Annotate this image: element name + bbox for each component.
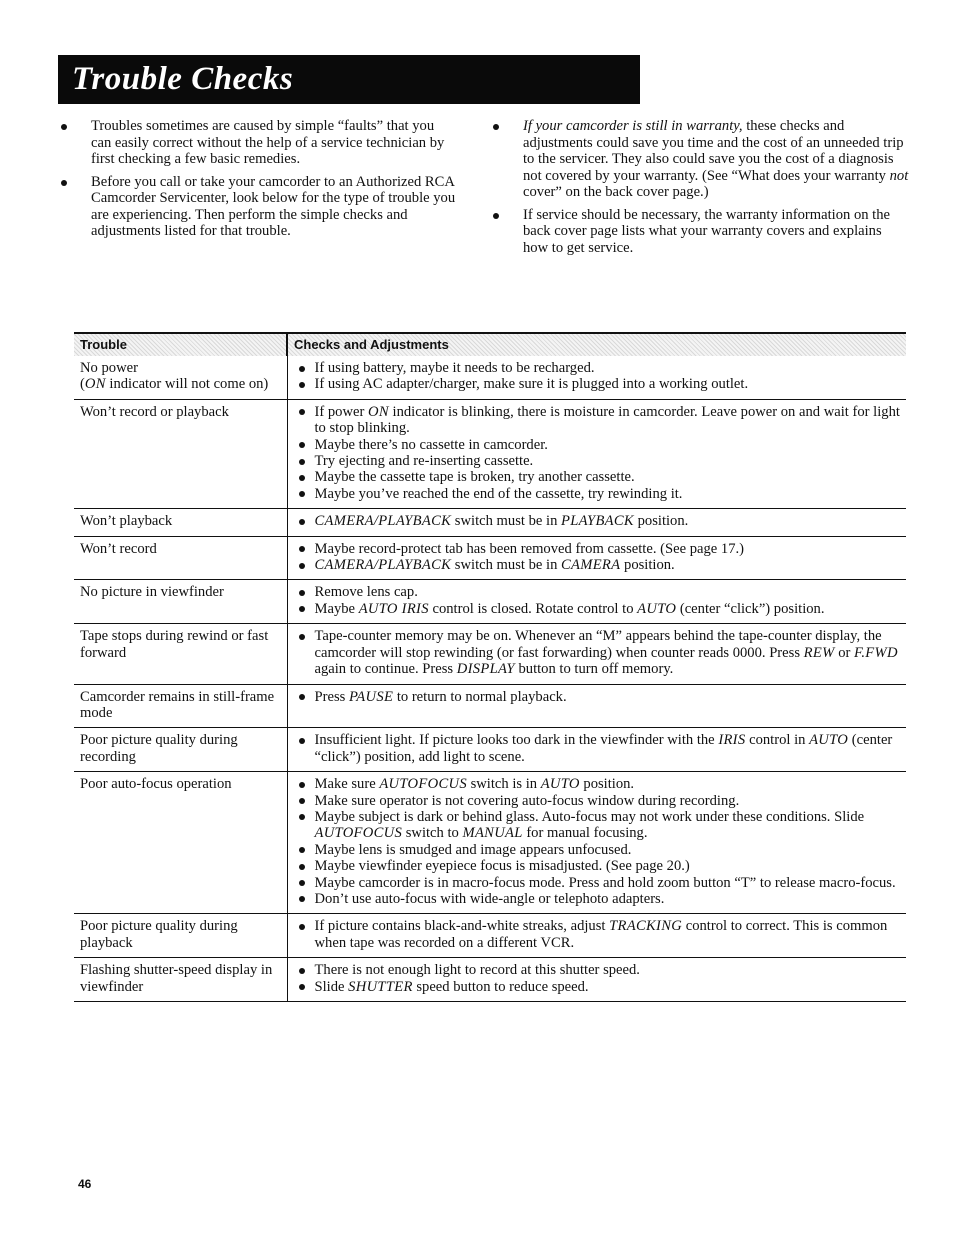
check-item <box>294 469 901 485</box>
trouble-label: No picture in viewfinder <box>80 584 224 601</box>
trouble-label: Tape stops during rewind or fast forward <box>80 628 269 661</box>
text-run: Maybe record-protect tab has been removed from cassette. (See page 17.) <box>314 540 745 557</box>
table-row <box>74 580 906 624</box>
page-number: 46 <box>78 1177 92 1191</box>
table-row <box>74 399 906 508</box>
check-item <box>294 628 901 677</box>
checks-cell <box>287 684 906 728</box>
trouble-cell <box>74 772 287 914</box>
check-item <box>294 601 901 617</box>
check-item <box>294 842 901 858</box>
text-run: Maybe there’s no cassette in camcorder. <box>314 436 548 453</box>
trouble-cell <box>74 580 287 624</box>
check-item <box>294 513 901 529</box>
trouble-label: Won’t playback <box>80 513 173 530</box>
text-run: Insufficient light. If picture looks too dark in the viewfinder with the <box>314 732 719 749</box>
table-row <box>74 728 906 772</box>
check-item <box>294 891 901 907</box>
checks-list <box>294 541 901 574</box>
trouble-cell <box>74 536 287 580</box>
trouble-cell <box>74 728 287 772</box>
check-item <box>294 584 901 600</box>
text-run: Press <box>314 688 349 705</box>
checks-cell <box>287 728 906 772</box>
text-run: button to turn off memory. <box>514 661 674 678</box>
text-run: Maybe subject is dark or behind glass. Auto-focus may not work under these conditions. Slide <box>314 808 865 825</box>
check-item <box>294 858 901 874</box>
trouble-checks-table <box>74 332 906 1002</box>
text-run: indicator is blinking, there is moisture in camcorder. Leave power on and wait for light to stop blinking. <box>314 403 900 437</box>
text-run: position. <box>633 513 689 530</box>
text-run: Maybe lens is smudged and image appears unfocused. <box>314 841 632 858</box>
checks-list <box>294 918 901 951</box>
checks-list <box>294 404 901 502</box>
intro-bullet-warranty: If your camcorder is still in warranty, these checks and adjustments could save you time and the cost of an unneeded trip to the servicer. They also could save you the cost of a diagnosis not covered by your warranty. (See “What does your warranty not cover” on the back cover page.) <box>490 118 910 201</box>
trouble-cell <box>74 509 287 536</box>
control-name: REW <box>803 644 835 661</box>
checks-list <box>294 628 901 677</box>
checks-list <box>294 962 901 995</box>
header-checks: Checks and Adjustments <box>287 333 906 356</box>
checks-cell <box>287 356 906 399</box>
intro-right-column <box>490 118 910 262</box>
table-row <box>74 772 906 914</box>
checks-cell <box>287 536 906 580</box>
table-header-row <box>74 333 906 356</box>
check-item <box>294 453 901 469</box>
trouble-cell <box>74 399 287 508</box>
text-run: Maybe the cassette tape is broken, try another cassette. <box>314 469 635 486</box>
control-name: AUTOFOCUS <box>314 825 403 842</box>
text-run: to return to normal playback. <box>393 688 567 705</box>
text-run: If picture contains black-and-white streaks, adjust <box>314 918 610 935</box>
text-run: position. <box>579 776 635 793</box>
control-name: DISPLAY <box>456 661 515 678</box>
table-row <box>74 356 906 399</box>
checks-cell <box>287 509 906 536</box>
text-run: (center “click”) position. <box>676 600 825 617</box>
trouble-cell <box>74 356 287 399</box>
check-item <box>294 360 901 376</box>
trouble-note <box>80 376 281 392</box>
text-run: control is closed. Rotate control to <box>428 600 638 617</box>
text-run: position. <box>620 557 675 574</box>
check-item <box>294 404 901 437</box>
text-run: Maybe <box>314 600 359 617</box>
checks-list <box>294 360 901 393</box>
text-run: indicator will not come on) <box>105 376 269 393</box>
text-run: switch must be in <box>451 513 562 530</box>
control-name: AUTO IRIS <box>358 600 429 617</box>
check-item <box>294 962 901 978</box>
page-title: Trouble Checks <box>72 61 294 97</box>
checks-cell <box>287 580 906 624</box>
control-name: AUTO <box>809 732 849 749</box>
control-name: IRIS <box>718 732 746 749</box>
control-name: PAUSE <box>348 688 394 705</box>
title-banner <box>58 55 640 104</box>
text-run: switch to <box>402 825 463 842</box>
check-item <box>294 486 901 502</box>
checks-cell <box>287 772 906 914</box>
trouble-cell <box>74 914 287 958</box>
text-run: (center “click”) position, add light to scene. <box>314 732 893 765</box>
table-body <box>74 356 906 1002</box>
table-row <box>74 509 906 536</box>
check-item <box>294 437 901 453</box>
check-item <box>294 541 901 557</box>
text-run: Make sure operator is not covering auto-focus window during recording. <box>314 792 740 809</box>
text-run: If power <box>314 403 368 420</box>
control-name: AUTO <box>540 776 580 793</box>
control-name: F.FWD <box>854 644 898 661</box>
control-name: AUTOFOCUS <box>379 776 467 793</box>
check-item <box>294 875 901 891</box>
checks-list <box>294 584 901 617</box>
checks-list <box>294 732 901 765</box>
checks-cell <box>287 914 906 958</box>
check-item <box>294 918 901 951</box>
check-item <box>294 557 901 573</box>
text-run: Maybe camcorder is in macro-focus mode. Press and hold zoom button “T” to release macro-focus. <box>314 874 896 891</box>
control-name: TRACKING <box>609 918 683 935</box>
control-name: MANUAL <box>462 825 523 842</box>
text-run: switch is in <box>466 776 541 793</box>
text-run: control in <box>745 732 810 749</box>
checks-cell <box>287 399 906 508</box>
trouble-label: Poor auto-focus operation <box>80 776 232 793</box>
text-run: Maybe viewfinder eyepiece focus is misadjusted. (See page 20.) <box>314 858 690 875</box>
trouble-label: Won’t record or playback <box>80 403 229 420</box>
text-run: again to continue. Press <box>314 661 457 678</box>
table-row <box>74 914 906 958</box>
text-run: ( <box>80 376 85 393</box>
intro-bullet-service: If service should be necessary, the warranty information on the back cover page lists what your warranty covers and explains how to get service. <box>490 207 910 257</box>
control-name: CAMERA/PLAYBACK <box>314 513 452 530</box>
text-run: for manual focusing. <box>522 825 648 842</box>
checks-list <box>294 776 901 907</box>
text-run: Slide <box>314 978 349 995</box>
intro-bullet: Before you call or take your camcorder to an Authorized RCA Camcorder Servicenter, look below for the type of trouble you are experiencing. Then perform the simple checks and adjustments listed for that trouble. <box>58 174 458 240</box>
trouble-label: Flashing shutter-speed display in viewfinder <box>80 962 273 995</box>
control-name: CAMERA <box>561 557 621 574</box>
checks-list <box>294 689 901 705</box>
header-trouble: Trouble <box>74 333 287 356</box>
text-run: If using AC adapter/charger, make sure it is plugged into a working outlet. <box>314 376 749 393</box>
text-run: speed button to reduce speed. <box>412 978 589 995</box>
check-item <box>294 809 901 842</box>
text-run: switch must be in <box>451 557 562 574</box>
intro-bullet: Troubles sometimes are caused by simple “faults” that you can easily correct without the help of a service technician by first checking a few basic remedies. <box>58 118 458 168</box>
trouble-cell <box>74 624 287 684</box>
table-row <box>74 684 906 728</box>
table-row <box>74 624 906 684</box>
text-run: Tape-counter memory may be on. Whenever an “M” appears behind the tape-counter display, the camcorder will stop rewinding (or fast forwarding) when counter reads 0000. Press <box>314 628 882 661</box>
trouble-label: Won’t record <box>80 540 157 557</box>
table-row <box>74 958 906 1002</box>
text-run: Remove lens cap. <box>314 584 418 601</box>
text-run: There is not enough light to record at this shutter speed. <box>314 962 640 979</box>
checks-list <box>294 513 901 529</box>
text-run: Don’t use auto-focus with wide-angle or telephoto adapters. <box>314 890 665 907</box>
control-name: ON <box>368 403 389 420</box>
check-item <box>294 376 901 392</box>
intro-left-column <box>58 118 458 246</box>
trouble-cell <box>74 958 287 1002</box>
trouble-label: Poor picture quality during recording <box>80 732 238 765</box>
text-run: Try ejecting and re-inserting cassette. <box>314 453 534 470</box>
check-item <box>294 776 901 792</box>
control-name: AUTO <box>637 600 677 617</box>
text-run: control to correct. This is common when tape was recorded on a different VCR. <box>314 918 888 951</box>
text-run: Make sure <box>314 776 380 793</box>
trouble-label: No power <box>80 360 138 376</box>
trouble-label: Poor picture quality during playback <box>80 918 238 951</box>
control-name: SHUTTER <box>348 978 413 995</box>
control-name: ON <box>84 376 106 393</box>
control-name: CAMERA/PLAYBACK <box>314 557 452 574</box>
check-item <box>294 732 901 765</box>
check-item <box>294 979 901 995</box>
text-run: Maybe you’ve reached the end of the cassette, try rewinding it. <box>314 485 683 502</box>
checks-cell <box>287 624 906 684</box>
control-name: PLAYBACK <box>561 513 634 530</box>
checks-cell <box>287 958 906 1002</box>
text-run: or <box>834 644 855 661</box>
table-row <box>74 536 906 580</box>
trouble-label: Camcorder remains in still-frame mode <box>80 688 275 721</box>
text-run: If using battery, maybe it needs to be recharged. <box>314 360 595 376</box>
trouble-cell <box>74 684 287 728</box>
check-item <box>294 793 901 809</box>
check-item <box>294 689 901 705</box>
